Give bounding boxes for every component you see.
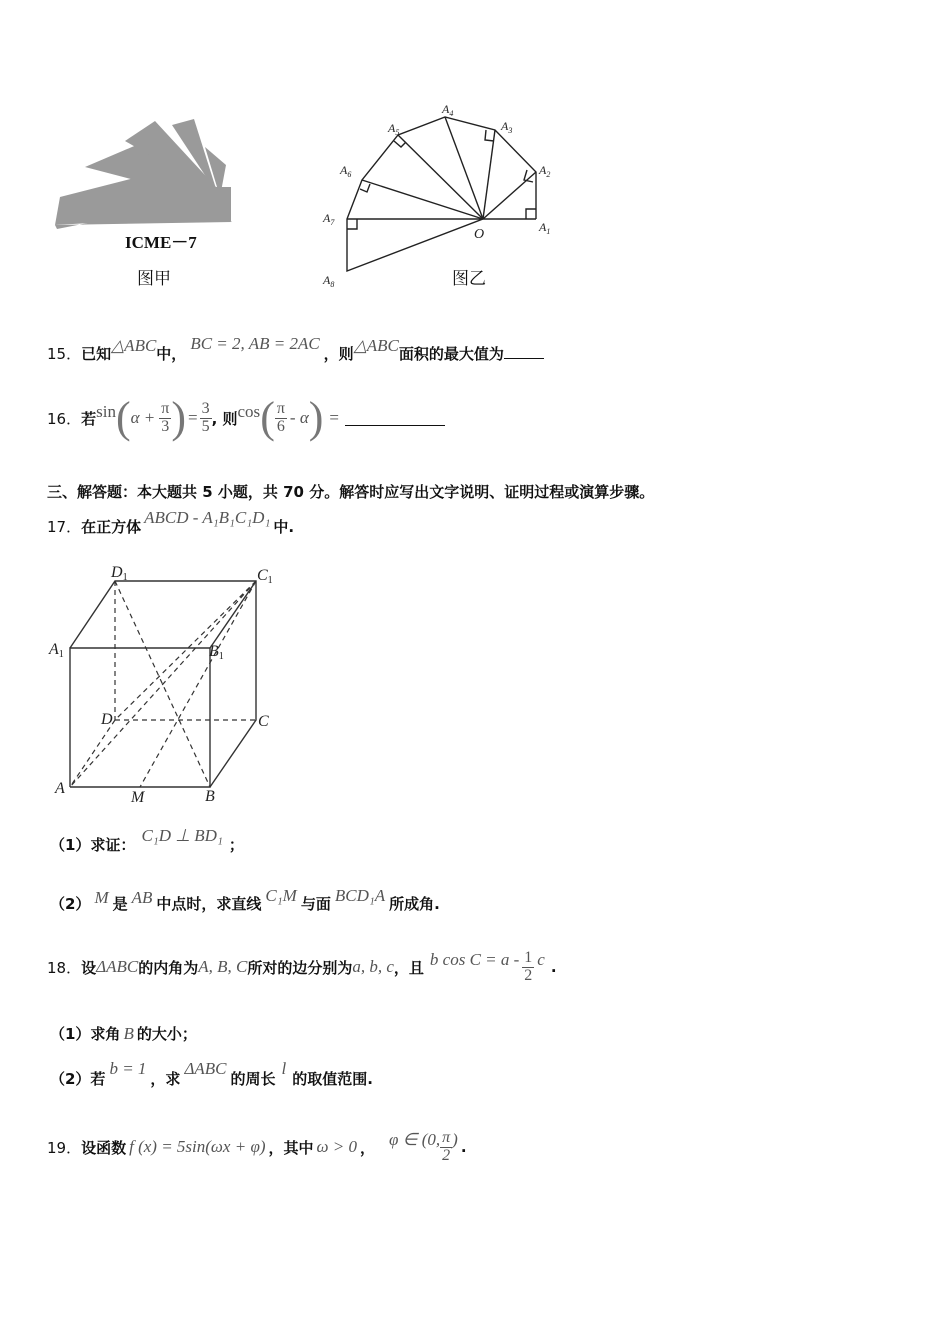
q16-frac-3-5 bbox=[200, 401, 212, 436]
label-a5: $A_5$ bbox=[388, 121, 400, 137]
q17-p1-end: ； bbox=[228, 836, 244, 854]
q18-m4: b cos C = a - bbox=[429, 950, 520, 969]
label-a6: $A_6$ bbox=[340, 163, 352, 179]
q18-m3: a, b, c bbox=[352, 957, 394, 976]
q19-frac-pi-2 bbox=[440, 1130, 452, 1165]
cube-label-m: M bbox=[131, 789, 145, 806]
q18-part-2 bbox=[50, 1059, 373, 1089]
ray-oa5 bbox=[398, 135, 483, 219]
q19-m4: ) bbox=[452, 1130, 458, 1149]
q16-frac2-num: 3 bbox=[201, 399, 210, 417]
right-angle-a7 bbox=[347, 219, 357, 229]
q16-text-1: 若 bbox=[81, 409, 97, 428]
q19-number: 19． bbox=[47, 1138, 82, 1157]
cube-front-face bbox=[70, 648, 210, 787]
q16-frac3-den: 6 bbox=[276, 417, 285, 435]
q18-p2-m1: b = 1 bbox=[109, 1059, 147, 1078]
q17-p2-label: （2） bbox=[50, 895, 91, 913]
cube-label-a1: A1 bbox=[49, 641, 64, 660]
q19-t4: . bbox=[460, 1138, 467, 1156]
q18-p2-m2: ΔABC bbox=[184, 1059, 227, 1078]
q15-text-2: 中， bbox=[156, 345, 187, 363]
section-3-title: 三、解答题：本大题共 5 小题，共 70 分。解答时应写出文字说明、证明过程或演算步骤。 bbox=[47, 483, 655, 501]
q15-text-4: 面积的最大值为 bbox=[398, 345, 504, 363]
q17-p2-t2: 中点时，求直线 bbox=[156, 895, 262, 913]
label-a8: $A_8$ bbox=[323, 273, 335, 289]
q18-frac-den: 2 bbox=[524, 966, 533, 984]
q18-t1: 设 bbox=[81, 958, 97, 977]
ray-oa6 bbox=[362, 180, 483, 219]
q16-minus-alpha: - α bbox=[289, 408, 309, 427]
diag-c1d bbox=[115, 581, 256, 720]
q16-paren2-open: ( bbox=[260, 393, 275, 442]
q18-part-1 bbox=[50, 1023, 197, 1044]
icme-logo-figure bbox=[50, 115, 250, 245]
q18-m2: A, B, C bbox=[198, 957, 248, 976]
q18-p2-m3: l bbox=[281, 1059, 287, 1078]
cube-figure bbox=[45, 560, 285, 810]
diag-c1m bbox=[140, 581, 256, 787]
fig-a-label: 图甲 bbox=[137, 269, 171, 289]
ray-oa4 bbox=[445, 117, 483, 219]
logo-caption: ICME－7 bbox=[125, 233, 197, 252]
q15-text-1: 已知 bbox=[81, 345, 112, 363]
q16-frac-pi-3 bbox=[159, 401, 171, 436]
ray-oa2 bbox=[483, 172, 536, 219]
label-a1: $A_1$ bbox=[539, 220, 551, 236]
q16-frac-pi-6 bbox=[275, 401, 287, 436]
q19-t3: ， bbox=[360, 1138, 376, 1157]
cube-label-d1: D1 bbox=[111, 564, 128, 583]
q17-text-1: 在正方体 bbox=[81, 518, 142, 536]
cube-label-c: C bbox=[258, 713, 269, 730]
q18-p1-m: B bbox=[123, 1024, 134, 1043]
q18-m5: c bbox=[537, 950, 545, 969]
cube-label-b: B bbox=[205, 788, 215, 805]
q17-part-1 bbox=[50, 826, 244, 855]
edge-ad-hidden bbox=[70, 720, 115, 787]
q18-t3: 所对的边分别为 bbox=[247, 958, 353, 977]
q17-p2-t1: 是 bbox=[112, 895, 128, 913]
q18-t5: . bbox=[550, 958, 557, 976]
q15-math-3: △ABC bbox=[353, 336, 399, 355]
q17-text-2: 中. bbox=[273, 518, 295, 536]
right-angle-a6 bbox=[360, 184, 370, 192]
q18-p2-t3: 的取值范围. bbox=[292, 1070, 373, 1088]
q18-t4: ，且 bbox=[393, 958, 424, 977]
q17-p2-m3: C₁M bbox=[265, 886, 297, 905]
fan-outline bbox=[347, 117, 536, 271]
label-a2: $A_2$ bbox=[539, 163, 551, 179]
q15-math-2: BC = 2, AB = 2AC bbox=[190, 334, 320, 353]
label-a4: $A_4$ bbox=[442, 102, 454, 118]
ray-oa3 bbox=[483, 130, 495, 219]
q19-frac-num: π bbox=[442, 1128, 451, 1146]
q19-frac-den: 2 bbox=[442, 1146, 451, 1164]
q16-answer-blank[interactable] bbox=[345, 411, 445, 426]
q16-frac2-den: 5 bbox=[201, 417, 210, 435]
q17-part-2 bbox=[50, 886, 440, 914]
q16-alpha-plus: α + bbox=[130, 408, 156, 427]
q18-number: 18． bbox=[47, 958, 82, 977]
label-o: O bbox=[474, 227, 485, 242]
q18-m1: ΔABC bbox=[96, 957, 139, 976]
q18-p1-end: 的大小； bbox=[136, 1025, 197, 1043]
right-angle-a3 bbox=[485, 130, 494, 141]
q16-paren2-close: ) bbox=[308, 393, 324, 442]
q16-sin: sin bbox=[96, 402, 116, 421]
q19-m3: φ ∈ (0, bbox=[389, 1130, 441, 1149]
q18-p2-t2: 的周长 bbox=[230, 1070, 276, 1088]
q18-p2-t1: ，求 bbox=[150, 1070, 181, 1088]
diag-c1a bbox=[70, 581, 256, 787]
cube-label-d: D bbox=[101, 711, 113, 728]
q16-frac-den: 3 bbox=[161, 417, 170, 435]
q16-number: 16． bbox=[47, 409, 82, 428]
question-15 bbox=[47, 334, 544, 364]
q16-cos: cos bbox=[237, 402, 261, 421]
q18-p1: （1）求角 bbox=[50, 1025, 121, 1043]
q16-text-2: , 则 bbox=[211, 409, 238, 428]
triangle-fan-figure bbox=[315, 100, 575, 295]
fig-b-label: 图乙 bbox=[452, 269, 486, 289]
q16-equals-2: = bbox=[329, 408, 340, 427]
q15-text-3: ，则 bbox=[323, 345, 354, 363]
q16-paren-open: ( bbox=[115, 393, 131, 442]
q16-frac-num: π bbox=[161, 399, 170, 417]
q16-frac3-num: π bbox=[276, 399, 285, 417]
question-18 bbox=[47, 944, 557, 990]
label-a7: $A_7$ bbox=[323, 211, 335, 227]
q17-p2-m2: AB bbox=[131, 888, 153, 907]
question-19 bbox=[47, 1124, 467, 1170]
q17-number: 17． bbox=[47, 518, 82, 536]
q19-m2: ω > 0 bbox=[316, 1137, 358, 1156]
q17-p1-math: C₁D ⊥ BD₁ bbox=[141, 826, 223, 845]
q19-m1: f (x) = 5sin(ωx + φ) bbox=[129, 1137, 266, 1156]
q16-paren-close: ) bbox=[171, 393, 186, 442]
label-a3: $A_3$ bbox=[501, 119, 513, 135]
q17-p2-m1: M bbox=[94, 888, 109, 907]
question-16 bbox=[47, 395, 445, 441]
edge-b1c1 bbox=[210, 581, 256, 648]
question-17 bbox=[47, 508, 295, 537]
q18-frac-half bbox=[522, 950, 534, 985]
q17-p2-t4: 所成角. bbox=[389, 895, 440, 913]
q18-frac-num: 1 bbox=[524, 948, 533, 966]
q17-math-1: ABCD - A₁B₁C₁D₁ bbox=[144, 508, 271, 527]
cube-label-a: A bbox=[55, 780, 65, 797]
q16-equals: = bbox=[188, 408, 198, 427]
cube-label-b1: B1 bbox=[209, 643, 224, 662]
q19-t1: 设函数 bbox=[81, 1138, 127, 1157]
q17-p2-t3: 与面 bbox=[300, 895, 331, 913]
q18-p2: （2）若 bbox=[50, 1070, 106, 1088]
q15-math-1: △ABC bbox=[111, 336, 157, 355]
q17-p2-m4: BCD₁A bbox=[334, 886, 386, 905]
q15-answer-blank[interactable] bbox=[504, 344, 544, 359]
cube-label-c1: C1 bbox=[257, 567, 273, 586]
q15-number: 15． bbox=[47, 345, 82, 363]
q18-t2: 的内角为 bbox=[138, 958, 199, 977]
logo-blade-7 bbox=[195, 187, 231, 221]
q19-t2: ，其中 bbox=[268, 1138, 314, 1157]
q17-p1-label: （1）求证： bbox=[50, 836, 136, 854]
right-angle-a1 bbox=[526, 209, 536, 219]
